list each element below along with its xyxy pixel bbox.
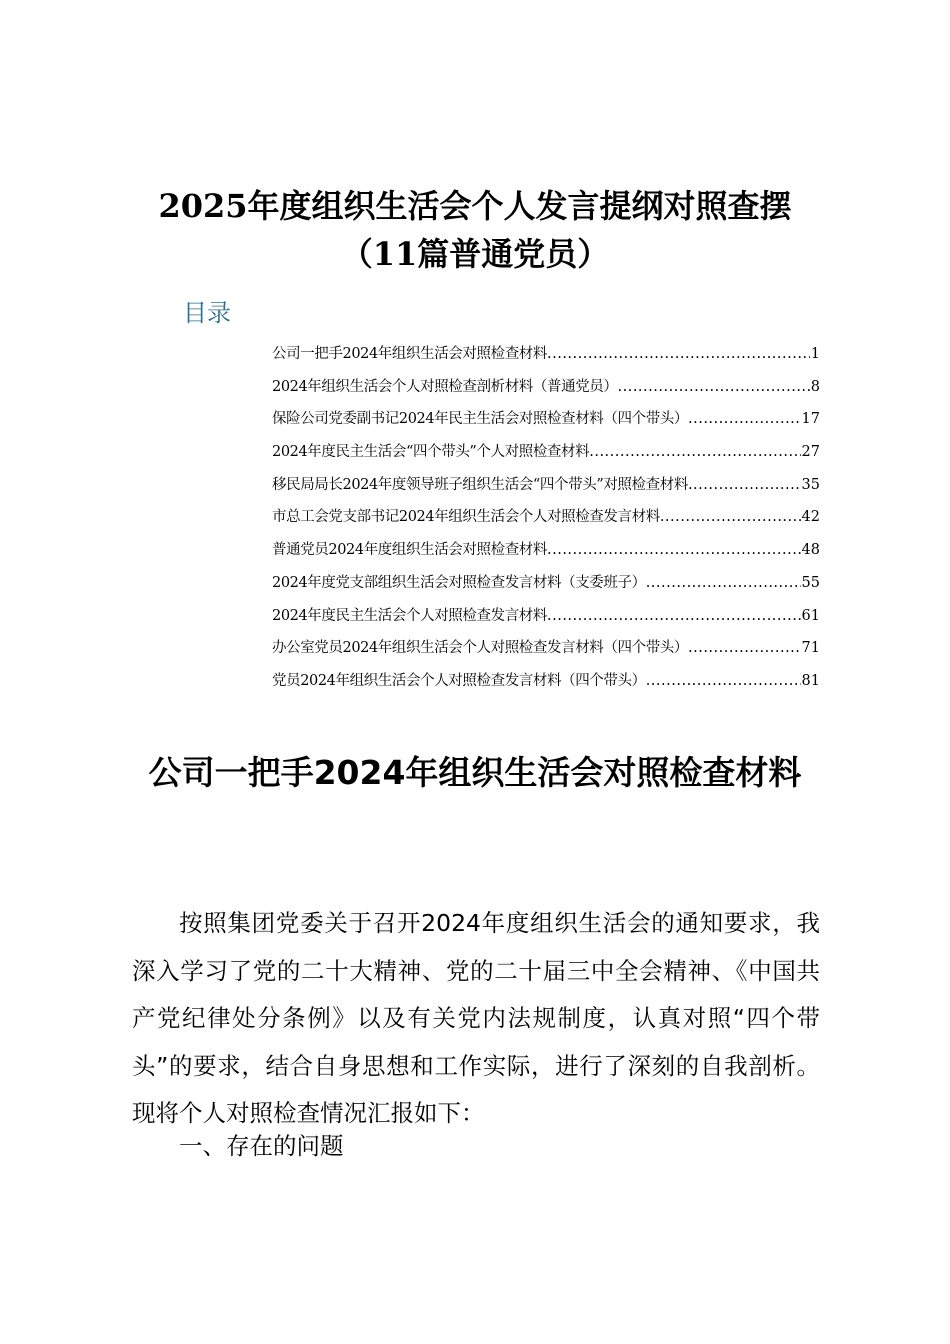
toc-entry[interactable]: [272, 665, 820, 698]
intro-paragraph: 按照集团党委关于召开2024年度组织生活会的通知要求，我深入学习了党的二十大精神、党的二十届三中全会精神、《中国共产党纪律处分条例》以及有关党内法规制度，认真对照“四个带头”的要求，结合自身思想和工作实际，进行了深刻的自我剖析。现将个人对照检查情况汇报如下：: [132, 909, 820, 1127]
toc-entry-title: 2024年度党支部组织生活会对照检查发言材料（支委班子）: [272, 574, 646, 591]
toc-entry[interactable]: [272, 403, 820, 436]
toc-leader-dots: [547, 600, 801, 633]
toc-leader-dots: [646, 567, 801, 600]
toc-leader-dots: [660, 501, 801, 534]
toc-leader-dots: [688, 469, 801, 502]
toc-entry-title: 党员2024年组织生活会个人对照检查发言材料（四个带头）: [272, 672, 646, 689]
section-title: 公司一把手2024年组织生活会对照检查材料: [148, 753, 802, 792]
toc-entry-page-number: 1: [810, 346, 820, 362]
toc-entry-title: 2024年组织生活会个人对照检查剖析材料（普通党员）: [272, 378, 618, 395]
toc-entry-page-number: 35: [801, 476, 820, 493]
document-title: [120, 182, 830, 278]
toc-entry-title: 普通党员2024年度组织生活会对照检查材料: [272, 542, 547, 559]
toc-entry-title: 2024年度民主生活会“四个带头”个人对照检查材料: [272, 444, 590, 461]
toc-entry-page-number: 48: [801, 542, 820, 559]
toc-leader-dots: [688, 403, 801, 436]
toc-leader-dots: [618, 371, 810, 404]
toc-entry[interactable]: [272, 338, 820, 371]
toc-entry[interactable]: [272, 632, 820, 665]
toc-entry-page-number: 61: [801, 607, 820, 624]
toc-entry-page-number: 42: [801, 509, 820, 526]
toc-heading: 目录: [183, 299, 231, 327]
toc-leader-dots: [646, 665, 801, 698]
toc-leader-dots: [589, 436, 800, 469]
document-title-line-2: （11篇普通党员）: [340, 235, 610, 273]
toc-entry-page-number: 8: [810, 378, 820, 395]
subheading-problems: 一、存在的问题: [179, 1132, 344, 1160]
document-title-line-1: 2025年度组织生活会个人发言提纲对照查摆: [158, 187, 792, 225]
toc-entry-title: 2024年度民主生活会个人对照检查发言材料: [272, 607, 547, 624]
toc-entry[interactable]: [272, 600, 820, 633]
toc-leader-dots: [688, 632, 801, 665]
toc-entry-title: 保险公司党委副书记2024年民主生活会对照检查材料（四个带头）: [272, 411, 688, 428]
table-of-contents: [272, 338, 820, 698]
toc-entry-title: 移民局局长2024年度领导班子组织生活会“四个带头”对照检查材料: [272, 476, 688, 493]
toc-entry[interactable]: [272, 567, 820, 600]
toc-entry-page-number: 17: [801, 411, 820, 428]
toc-entry[interactable]: [272, 534, 820, 567]
toc-entry-title: 公司一把手2024年组织生活会对照检查材料: [272, 346, 547, 362]
toc-leader-dots: [547, 338, 810, 371]
toc-entry[interactable]: [272, 371, 820, 404]
toc-leader-dots: [547, 534, 801, 567]
toc-entry-page-number: 81: [801, 672, 820, 689]
toc-entry[interactable]: [272, 501, 820, 534]
toc-entry-title: 办公室党员2024年组织生活会个人对照检查发言材料（四个带头）: [272, 640, 688, 657]
toc-entry-page-number: 27: [801, 444, 820, 461]
toc-entry-page-number: 71: [801, 640, 820, 657]
toc-entry-page-number: 55: [801, 574, 820, 591]
toc-entry-title: 市总工会党支部书记2024年组织生活会个人对照检查发言材料: [272, 509, 660, 526]
toc-entry[interactable]: [272, 436, 820, 469]
toc-entry[interactable]: [272, 469, 820, 502]
